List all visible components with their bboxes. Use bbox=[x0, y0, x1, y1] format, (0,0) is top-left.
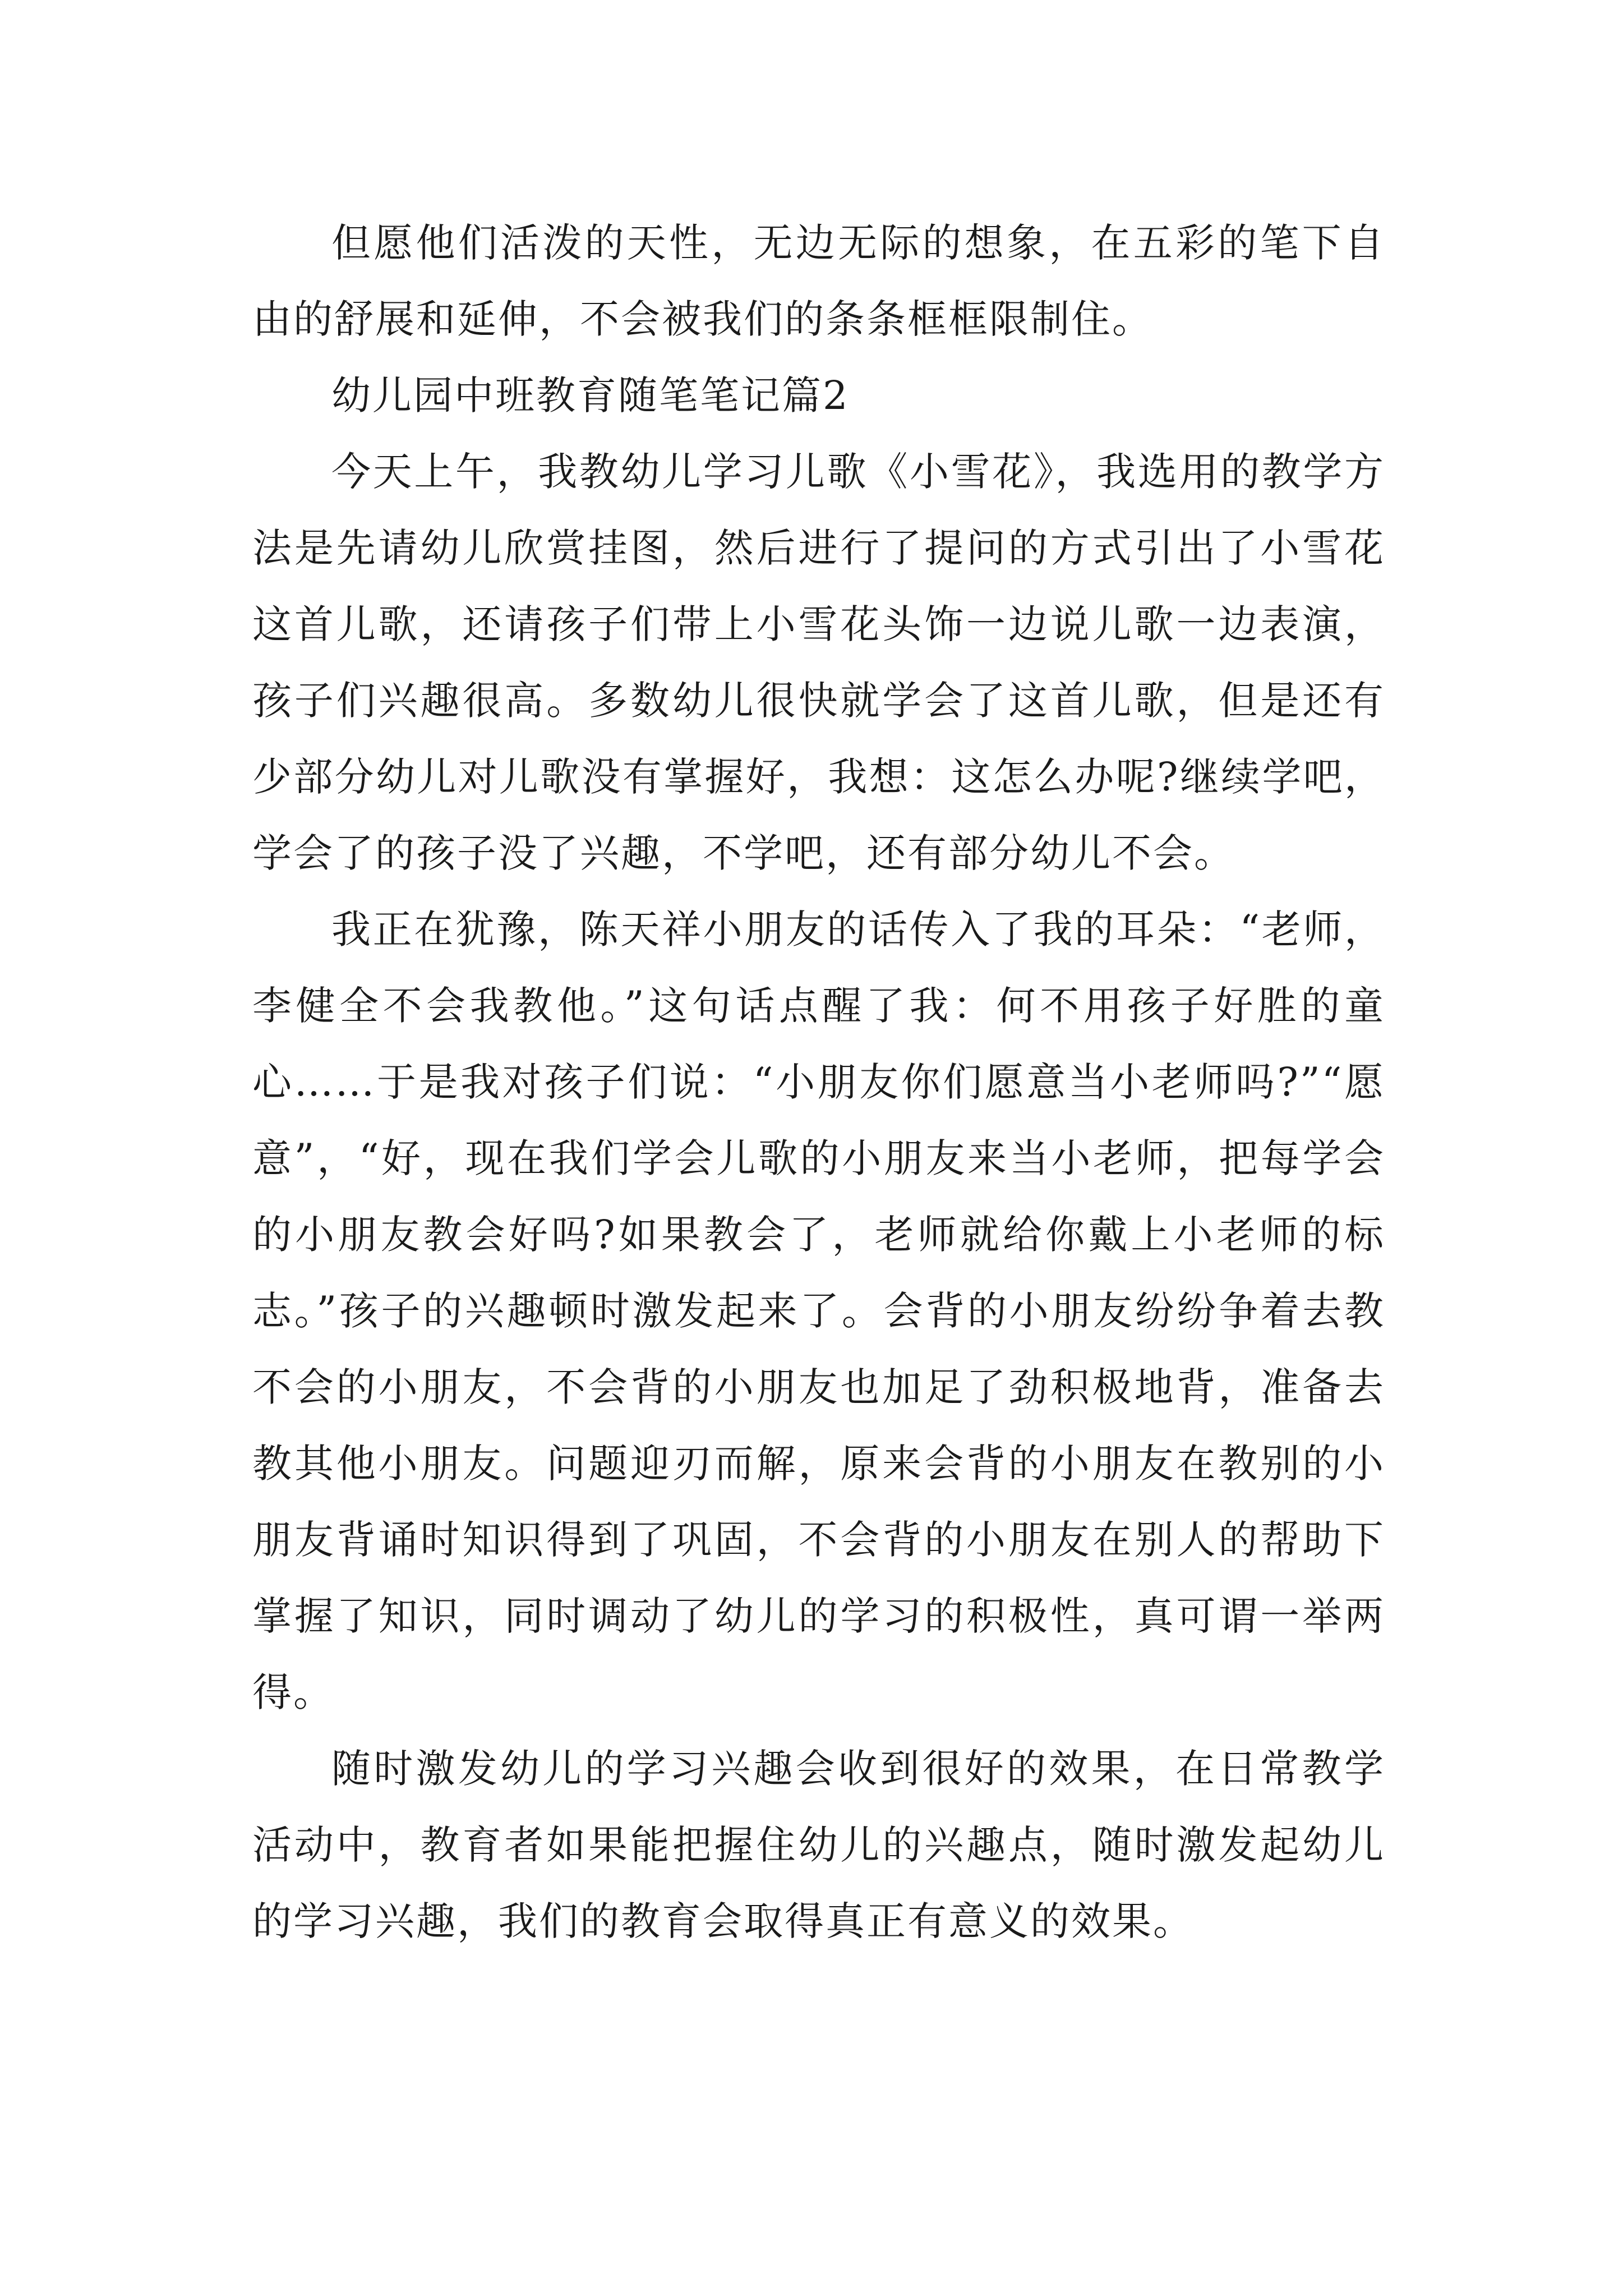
paragraph-conclusion: 随时激发幼儿的学习兴趣会收到很好的效果，在日常教学活动中，教育者如果能把握住幼儿的兴趣点，随时激发起幼儿的学习兴趣，我们的教育会取得真正有意义的效果。 bbox=[252, 1746, 1385, 1944]
paragraph-lesson-intro: 今天上午，我教幼儿学习儿歌《小雪花》，我选用的教学方法是先请幼儿欣赏挂图，然后进行了提问的方式引出了小雪花这首儿歌，还请孩子们带上小雪花头饰一边说儿歌一边表演，孩子们兴趣很高。多数幼儿很快就学会了这首儿歌，但是还有少部分幼儿对儿歌没有掌握好，我想：这怎么办呢?继续学吧，学会了的孩子没了兴趣，不学吧，还有部分幼儿不会。 bbox=[252, 449, 1385, 876]
document-body bbox=[252, 205, 1385, 1959]
paragraph-little-teacher: 我正在犹豫，陈天祥小朋友的话传入了我的耳朵：“老师，李健全不会我教他。”这句话点醒了我：何不用孩子好胜的童心……于是我对孩子们说：“小朋友你们愿意当小老师吗?”“愿意”，“好，现在我们学会儿歌的小朋友来当小老师，把每学会的小朋友教会好吗?如果教会了，老师就给你戴上小老师的标志。”孩子的兴趣顿时激发起来了。会背的小朋友纷纷争着去教不会的小朋友，不会背的小朋友也加足了劲积极地背，准备去教其他小朋友。问题迎刃而解，原来会背的小朋友在教别的小朋友背诵时知识得到了巩固，不会背的小朋友在别人的帮助下掌握了知识，同时调动了幼儿的学习的积极性，真可谓一举两得。 bbox=[252, 907, 1385, 1715]
paragraph-closing-previous: 但愿他们活泼的天性，无边无际的想象，在五彩的笔下自由的舒展和延伸，不会被我们的条条框框限制住。 bbox=[252, 220, 1385, 342]
section-heading: 幼儿园中班教育随笔笔记篇2 bbox=[331, 372, 850, 418]
